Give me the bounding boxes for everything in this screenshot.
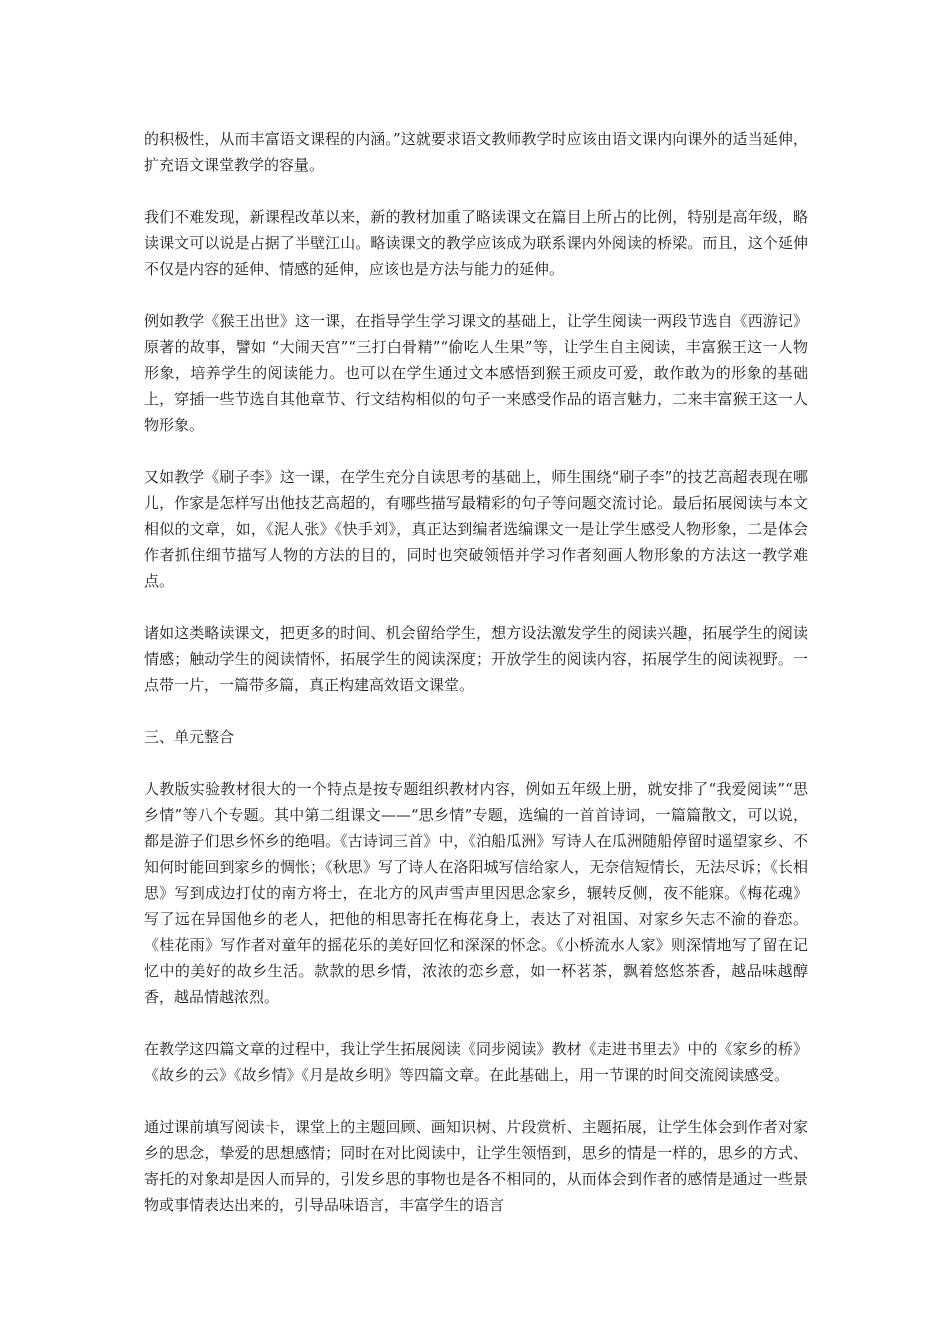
paragraph-extended-reading: 在教学这四篇文章的过程中，我让学生拓展阅读《同步阅读》教材《走进书里去》中的《家乡的桥》《故乡的云》《故乡情》《月是故乡明》等四篇文章。在此基础上，用一节课的时间交流阅读感受。 [144, 1040, 808, 1084]
paragraph-reading-card: 通过课前填写阅读卡，课堂上的主题回顾、画知识树、片段赏析、主题拓展，让学生体会到作者对家乡的思念，挚爱的思想感情；同时在对比阅读中，让学生领悟到，思乡的情是一样的，思乡的方式、寄托的对象却是因人而异的，引发乡思的事物也是各不相同的，从而体会到作者的感情是通过一些景物或事情表达出来的，引导品味语言，丰富学生的语言 [144, 1118, 808, 1214]
document-page [144, 126, 808, 1244]
paragraph-intro-continuation: 的积极性，从而丰富语文课程的内涵。”这就要求语文教师教学时应该由语文课内向课外的适当延伸，扩充语文课堂教学的容量。 [144, 130, 808, 174]
paragraph-skim-summary: 诸如这类略读课文，把更多的时间、机会留给学生，想方设法激发学生的阅读兴趣，拓展学生的阅读情感；触动学生的阅读情怀，拓展学生的阅读深度；开放学生的阅读内容，拓展学生的阅读视野。一点带一片，一篇带多篇，真正构建高效语文课堂。 [144, 624, 808, 694]
section-heading: 三、单元整合 [144, 728, 235, 746]
paragraph-skim-reading: 我们不难发现，新课程改革以来，新的教材加重了略读课文在篇目上所占的比例，特别是高年级，略读课文可以说是占据了半壁江山。略读课文的教学应该成为联系课内外阅读的桥梁。而且，这个延伸不仅是内容的延伸、情感的延伸，应该也是方法与能力的延伸。 [144, 208, 808, 278]
paragraph-unit-integration: 人教版实验教材很大的一个特点是按专题组织教材内容，例如五年级上册，就安排了“我爱阅读”“思乡情”等八个专题。其中第二组课文——“思乡情”专题，选编的一首首诗词，一篇篇散文，可以说，都是游子们思乡怀乡的绝唱。《古诗词三首》中，《泊船瓜洲》写诗人在瓜洲随船停留时遥望家乡、不知何时能回到家乡的惆怅；《秋思》写了诗人在洛阳城写信给家人，无奈信短情长，无法尽诉；《长相思》写到成边打仗的南方将士，在北方的风声雪声里因思念家乡，辗转反侧，夜不能寐。《梅花魂》写了远在异国他乡的老人，把他的相思寄托在梅花身上，表达了对祖国、对家乡矢志不渝的眷恋。《桂花雨》写作者对童年的摇花乐的美好回忆和深深的怀念。《小桥流水人家》则深情地写了留在记忆中的美好的故乡生活。款款的思乡情，浓浓的恋乡意，如一杯茗茶，飘着悠悠茶香，越品味越醇香，越品情越浓烈。 [144, 780, 808, 1006]
paragraph-monkey-king-example: 例如教学《猴王出世》这一课，在指导学生学习课文的基础上，让学生阅读一两段节选自《西游记》原著的故事，譬如 “大闹天宫”“三打白骨精”“偷吃人生果”等，让学生自主阅读，丰富猴王这一人物形象，培养学生的阅读能力。也可以在学生通过文本感悟到猴王顽皮可爱，敢作敢为的形象的基础上，穿插一些节选自其他章节、行文结构相似的句子一来感受作品的语言魅力，二来丰富猴王这一人物形象。 [144, 312, 808, 434]
paragraph-brush-li-example: 又如教学《刷子李》这一课，在学生充分自读思考的基础上，师生围绕“刷子李”的技艺高超表现在哪儿，作家是怎样写出他技艺高超的，有哪些描写最精彩的句子等问题交流讨论。最后拓展阅读与本文相似的文章，如，《泥人张》《快手刘》，真正达到编者选编课文一是让学生感受人物形象，二是体会作者抓住细节描写人物的方法的目的，同时也突破领悟并学习作者刻画人物形象的方法这一教学难点。 [144, 468, 808, 590]
